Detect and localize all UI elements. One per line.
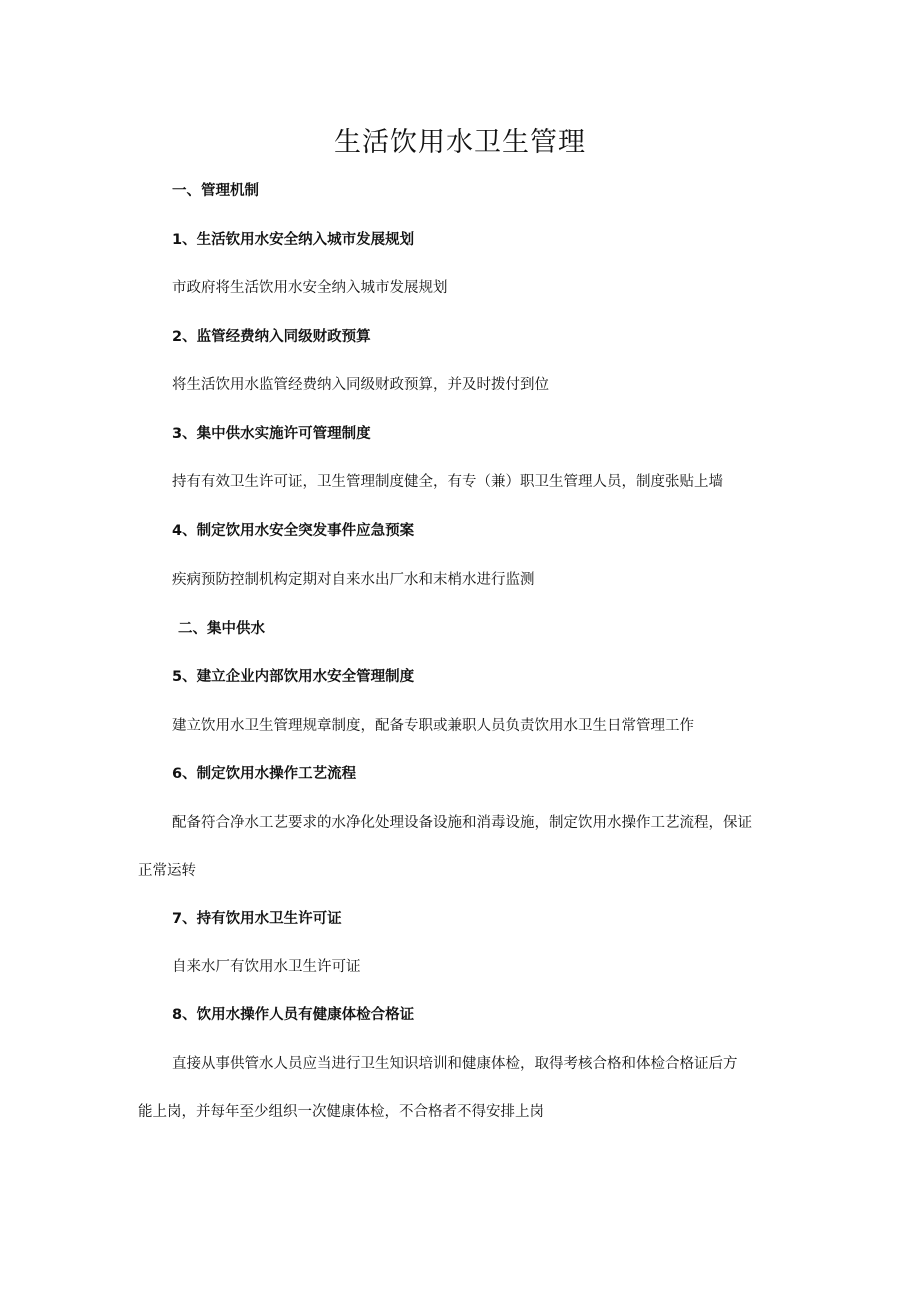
item-heading-5: 5、建立企业内部饮用水安全管理制度: [172, 669, 415, 685]
item-heading-3: 3、集中供水实施许可管理制度: [172, 426, 371, 442]
item-body-8-continued: 能上岗，并每年至少组织一次健康体检，不合格者不得安排上岗: [138, 1104, 544, 1120]
item-body-6-continued: 正常运转: [138, 863, 196, 879]
item-heading-8: 8、饮用水操作人员有健康体检合格证: [172, 1007, 415, 1023]
section-heading-2: 二、集中供水: [178, 621, 265, 637]
item-body-1: 市政府将生活饮用水安全纳入城市发展规划: [172, 280, 448, 296]
item-heading-4: 4、制定饮用水安全突发事件应急预案: [172, 523, 415, 539]
item-body-3: 持有有效卫生许可证，卫生管理制度健全，有专（兼）职卫生管理人员，制度张贴上墙: [172, 474, 723, 490]
item-body-8: 直接从事供管水人员应当进行卫生知识培训和健康体检，取得考核合格和体检合格证后方: [172, 1056, 738, 1072]
section-heading-1: 一、管理机制: [172, 183, 259, 199]
item-heading-2: 2、监管经费纳入同级财政预算: [172, 329, 371, 345]
item-body-6: 配备符合净水工艺要求的水净化处理设备设施和消毒设施，制定饮用水操作工艺流程，保证: [172, 815, 752, 831]
item-body-5: 建立饮用水卫生管理规章制度，配备专职或兼职人员负责饮用水卫生日常管理工作: [172, 718, 694, 734]
item-body-4: 疾病预防控制机构定期对自来水出厂水和末梢水进行监测: [172, 572, 535, 588]
item-heading-7: 7、持有饮用水卫生许可证: [172, 911, 342, 927]
item-heading-1: 1、生活钦用水安全纳入城市发展规划: [172, 232, 415, 248]
item-heading-6: 6、制定饮用水操作工艺流程: [172, 766, 357, 782]
item-body-7: 自来水厂有饮用水卫生许可证: [172, 959, 361, 975]
document-title: 生活饮用水卫生管理: [334, 127, 586, 158]
item-body-2: 将生活饮用水监管经费纳入同级财政预算，并及时拨付到位: [172, 377, 549, 393]
